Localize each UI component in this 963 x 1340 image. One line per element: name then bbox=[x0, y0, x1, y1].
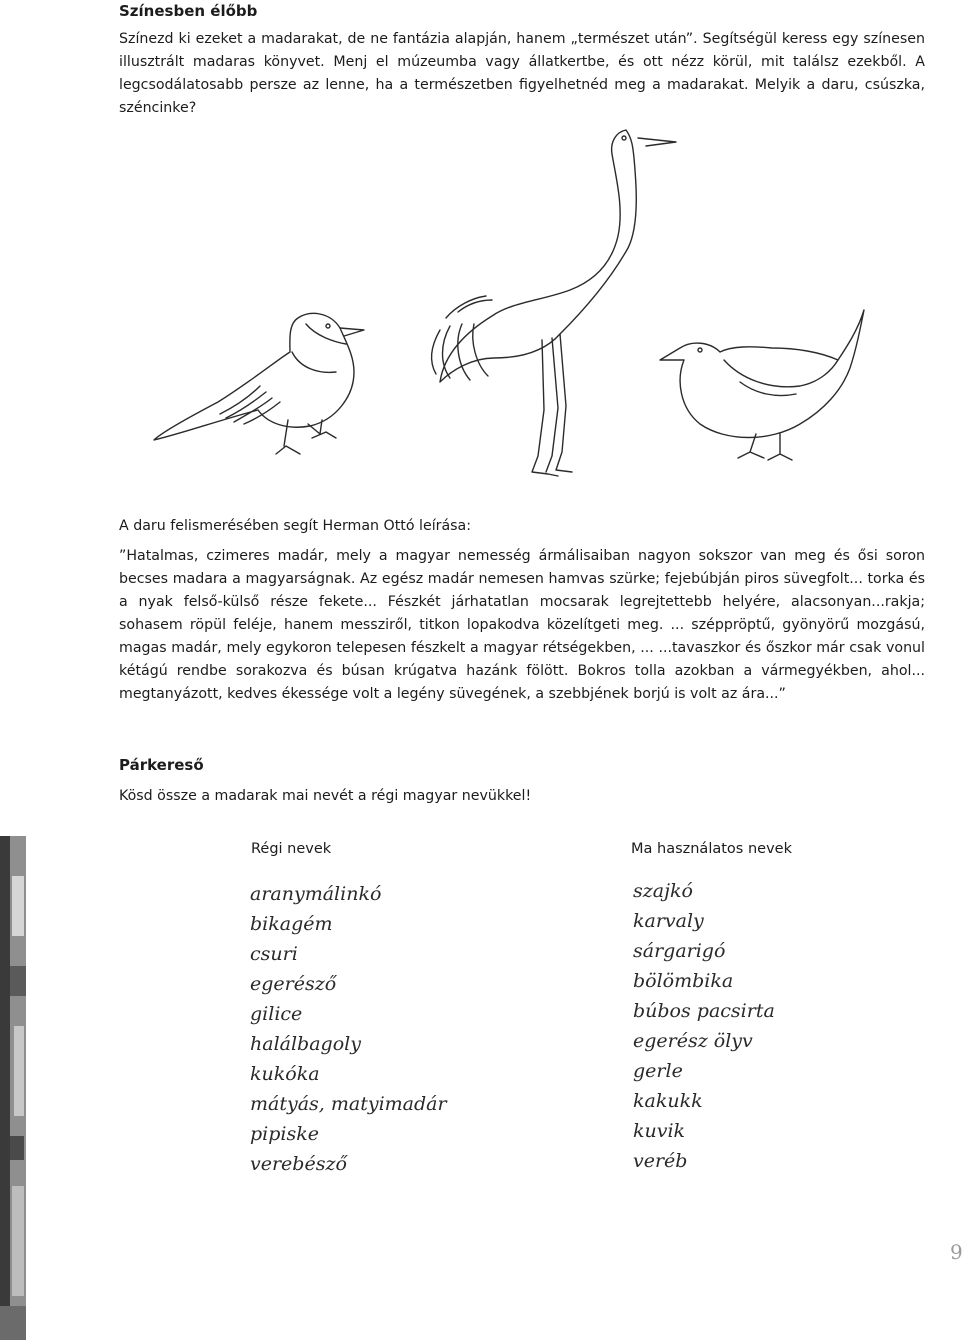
great-tit-drawing bbox=[154, 313, 364, 454]
quote-intro: A daru felismerésében segít Herman Ottó leírása: bbox=[119, 518, 472, 534]
new-name-item[interactable]: búbos pacsirta bbox=[633, 1000, 775, 1022]
section-title-matching: Párkereső bbox=[119, 756, 204, 774]
old-name-item[interactable]: gilice bbox=[250, 1003, 303, 1025]
matching-instructions: Kösd össze a madarak mai nevét a régi magyar nevükkel! bbox=[119, 788, 532, 804]
old-names-list bbox=[250, 879, 447, 1179]
new-name-item[interactable]: gerle bbox=[633, 1060, 683, 1082]
birch-bark-decoration bbox=[0, 836, 26, 1340]
old-name-item[interactable]: verebésző bbox=[250, 1153, 347, 1175]
herman-otto-quote: ”Hatalmas, czimeres madár, mely a magyar nemesség ármálisaiban nagyon sokszor van meg és ősi soron becses madara a magyarságnak. Az egész madár nemesen hamvas szürke; fejebúbján piros süvegfolt... torka és a nyak felső-külső része fekete... Fészkét járhatatlan mocsarak legrejtettebb helyére, alacsonyan...rakja; sohasem röpül feléje, hanem messziről, titkon lopakodva közelítgeti meg. ... széppröptű, gyönyörű mozgású, magas madár, mely egykoron telepesen fészkelt a magyar rétségekben, ... ...tavaszkor és őszkor már csak vonul kétágú rendbe sorakozva és búsan krúgatva hazánk fölött. Bokros tolla azokban a vármegyékben, ahol... megtanyázott, kedves ékessége volt a legény süvegének, a szebbjének borjú is volt az ára...” bbox=[119, 548, 925, 702]
new-name-item[interactable]: veréb bbox=[633, 1150, 688, 1172]
old-name-item[interactable]: bikagém bbox=[250, 913, 333, 935]
old-name-item[interactable]: egerésző bbox=[250, 973, 337, 995]
new-name-item[interactable]: egerész ölyv bbox=[633, 1030, 753, 1052]
new-name-item[interactable]: karvaly bbox=[633, 910, 704, 932]
old-name-item[interactable]: csuri bbox=[250, 943, 298, 965]
crane-drawing bbox=[432, 130, 676, 476]
wren-drawing bbox=[660, 310, 864, 460]
old-name-item[interactable]: aranymálinkó bbox=[250, 883, 382, 905]
old-name-item[interactable]: pipiske bbox=[250, 1123, 319, 1145]
old-name-item[interactable]: mátyás, matyimadár bbox=[250, 1093, 447, 1115]
new-name-item[interactable]: kakukk bbox=[633, 1090, 703, 1112]
old-name-item[interactable]: halálbagoly bbox=[250, 1033, 361, 1055]
new-names-list bbox=[633, 876, 775, 1176]
old-names-header: Régi nevek bbox=[251, 841, 332, 857]
new-name-item[interactable]: kuvik bbox=[633, 1120, 686, 1142]
new-name-item[interactable]: bölömbika bbox=[633, 970, 734, 992]
section-title-coloring: Színesben élőbb bbox=[119, 2, 258, 20]
coloring-instructions: Színezd ki ezeket a madarakat, de ne fantázia alapján, hanem „természet után”. Segítségül keress egy színesen illusztrált madaras könyvet. Menj el múzeumba vagy állatkertbe, és ott nézz körül, mit találsz ezekből. A legcsodálatosabb persze az lenne, ha a természetben figyelhetnéd meg a madarakat. Melyik a daru, csúszka, széncinke? bbox=[119, 31, 925, 116]
new-name-item[interactable]: sárgarigó bbox=[633, 940, 726, 962]
old-name-item[interactable]: kukóka bbox=[250, 1063, 320, 1085]
new-name-item[interactable]: szajkó bbox=[633, 880, 693, 902]
bird-illustrations bbox=[140, 120, 900, 490]
page-number: 9 bbox=[950, 1240, 963, 1264]
new-names-header: Ma használatos nevek bbox=[631, 841, 792, 857]
